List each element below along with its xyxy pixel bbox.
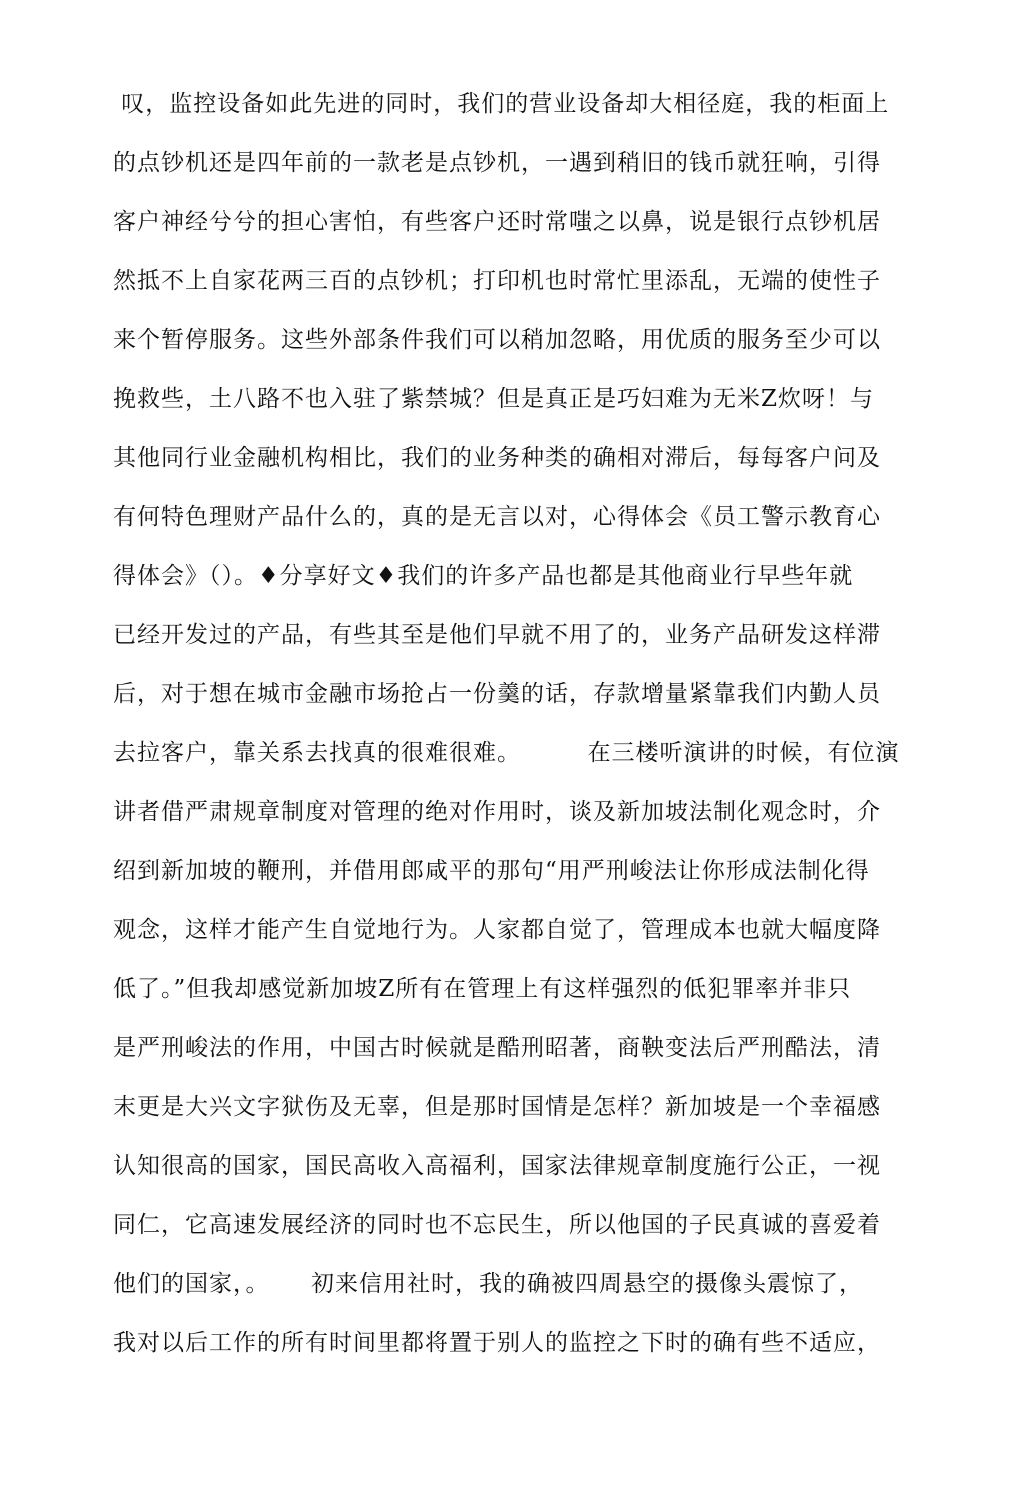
text-line: 挽救些，土八路不也入驻了紫禁城？但是真正是巧妇难为无米Z炊呀！与 [113,386,874,412]
text-line: 有何特色理财产品什么的，真的是无言以对，心得体会《员工警示教育心 [113,504,881,530]
text-line: 我对以后工作的所有时间里都将置于别人的监控之下时的确有些不适应， [113,1330,881,1356]
text-line: 后，对于想在城市金融市场抢占一份羹的话，存款增量紧靠我们内勤人员 [113,681,881,707]
text-line: 叹，监控设备如此先进的同时，我们的营业设备却大相径庭，我的柜面上 [113,91,890,117]
text-line: 去拉客户，靠关系去找真的很难很难。 在三楼听演讲的时候，有位演 [113,740,900,766]
text-line: 客户神经兮兮的担心害怕，有些客户还时常嗤之以鼻，说是银行点钞机居 [113,209,881,235]
text-line: 末更是大兴文字狱伤及无辜，但是那时国情是怎样？新加坡是一个幸福感 [113,1094,881,1120]
text-line: 认知很高的国家，国民高收入高福利，国家法律规章制度施行公正，一视 [113,1153,881,1179]
text-line: 观念，这样才能产生自觉地行为。人家都自觉了，管理成本也就大幅度降 [113,917,881,943]
text-line: 来个暂停服务。这些外部条件我们可以稍加忽略，用优质的服务至少可以 [113,327,881,353]
text-line: 其他同行业金融机构相比，我们的业务种类的确相对滞后，每每客户问及 [113,445,881,471]
text-line: 他们的国家，。 初来信用社时，我的确被四周悬空的摄像头震惊了， [113,1271,864,1297]
text-line: 的点钞机还是四年前的一款老是点钞机，一遇到稍旧的钱币就狂响，引得 [113,150,881,176]
text-line: 绍到新加坡的鞭刑，并借用郎咸平的那句“用严刑峻法让你形成法制化得 [113,858,870,884]
text-line: 得体会》（）。♦分享好文♦我们的许多产品也都是其他商业行早些年就 [113,563,854,589]
text-line: 讲者借严肃规章制度对管理的绝对作用时，谈及新加坡法制化观念时，介 [113,799,881,825]
text-line: 是严刑峻法的作用，中国古时候就是酷刑昭著，商鞅变法后严刑酷法，清 [113,1035,881,1061]
text-line: 然抵不上自家花两三百的点钞机；打印机也时常忙里添乱，无端的使性子 [113,268,881,294]
text-line: 同仁，它高速发展经济的同时也不忘民生，所以他国的子民真诚的喜爱着 [113,1212,881,1238]
text-line: 已经开发过的产品，有些其至是他们早就不用了的，业务产品研发这样滞 [113,622,881,648]
text-line: 低了。”但我却感觉新加坡Z所有在管理上有这样强烈的低犯罪率并非只 [113,976,852,1002]
